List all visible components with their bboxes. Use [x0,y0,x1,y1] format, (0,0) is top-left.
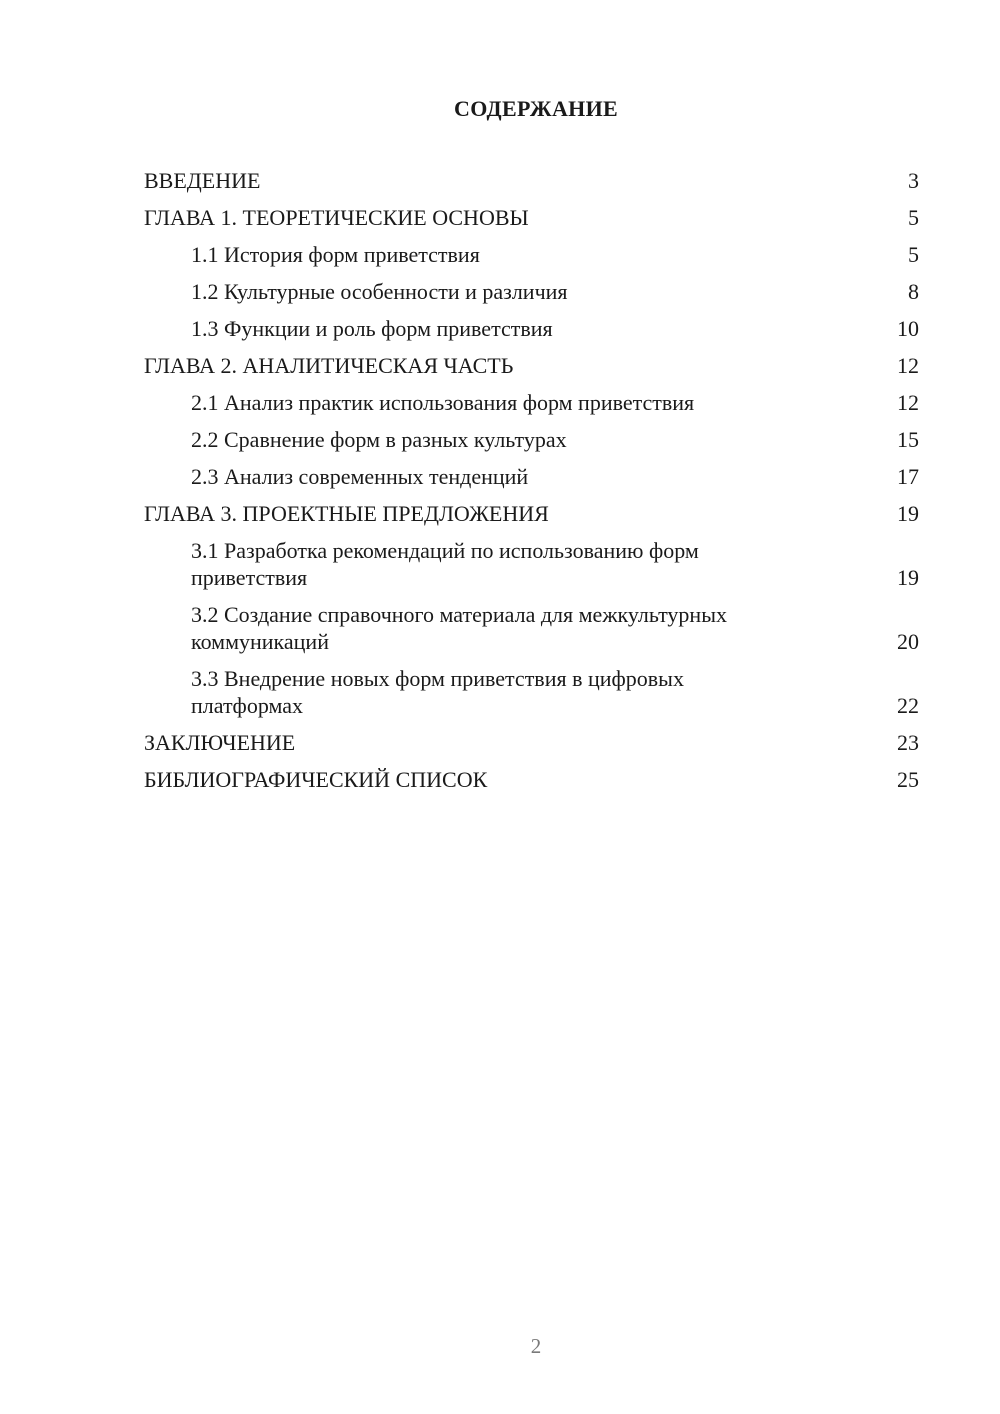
toc-entry-page: 8 [908,279,919,304]
toc-entry-label: ГЛАВА 3. ПРОЕКТНЫЕ ПРЕДЛОЖЕНИЯ [144,501,549,526]
toc-entry-label: 3.2 Создание справочного материала для межкультурных коммуникаций [191,602,727,654]
toc-entry-section-3-2[interactable] [144,601,919,655]
page-number: 2 [530,1334,542,1358]
toc-entry-label: 2.2 Сравнение форм в разных культурах [191,427,567,452]
toc-entry-bibliography[interactable] [144,766,919,793]
toc-entry-page: 3 [908,168,919,193]
toc-entry-chapter-2[interactable] [144,352,919,379]
toc-entry-page: 5 [908,242,919,267]
toc-entry-page: 23 [897,730,919,755]
toc-entry-label: ГЛАВА 1. ТЕОРЕТИЧЕСКИЕ ОСНОВЫ [144,205,529,230]
toc-entry-label: ГЛАВА 2. АНАЛИТИЧЕСКАЯ ЧАСТЬ [144,353,514,378]
toc-entry-section-1-1[interactable] [144,241,919,268]
toc-entry-page: 17 [897,464,919,489]
toc-entry-label: 3.1 Разработка рекомендаций по использованию форм приветствия [191,538,699,590]
toc-entry-chapter-3[interactable] [144,500,919,527]
toc-entry-label: 1.2 Культурные особенности и различия [191,279,568,304]
toc-entry-page: 20 [897,629,919,654]
toc-entry-conclusion[interactable] [144,729,919,756]
toc-entry-chapter-1[interactable] [144,204,919,231]
toc-entry-section-1-3[interactable] [144,315,919,342]
toc-entry-page: 12 [897,390,919,415]
toc-entry-page: 5 [908,205,919,230]
toc-entry-page: 19 [897,565,919,590]
toc-entry-page: 19 [897,501,919,526]
toc-entry-label: ВВЕДЕНИЕ [144,168,261,193]
toc-entry-section-2-2[interactable] [144,426,919,453]
toc-entry-page: 12 [897,353,919,378]
toc-entry-label: 2.1 Анализ практик использования форм приветствия [191,390,695,415]
table-of-contents [144,167,919,803]
toc-entry-label: ЗАКЛЮЧЕНИЕ [144,730,296,755]
toc-entry-label: 2.3 Анализ современных тенденций [191,464,529,489]
toc-entry-label: 1.1 История форм приветствия [191,242,480,267]
toc-entry-page: 25 [897,767,919,792]
toc-entry-label: 1.3 Функции и роль форм приветствия [191,316,553,341]
toc-title: СОДЕРЖАНИЕ [454,96,618,121]
toc-entry-label: 3.3 Внедрение новых форм приветствия в цифровых платформах [191,666,684,718]
toc-entry-section-2-3[interactable] [144,463,919,490]
toc-entry-section-3-1[interactable] [144,537,919,591]
toc-entry-introduction[interactable] [144,167,919,194]
toc-entry-page: 10 [897,316,919,341]
toc-entry-section-3-3[interactable] [144,665,919,719]
toc-entry-page: 15 [897,427,919,452]
toc-entry-section-2-1[interactable] [144,389,919,416]
toc-entry-page: 22 [897,693,919,718]
toc-entry-section-1-2[interactable] [144,278,919,305]
toc-entry-label: БИБЛИОГРАФИЧЕСКИЙ СПИСОК [144,767,488,792]
